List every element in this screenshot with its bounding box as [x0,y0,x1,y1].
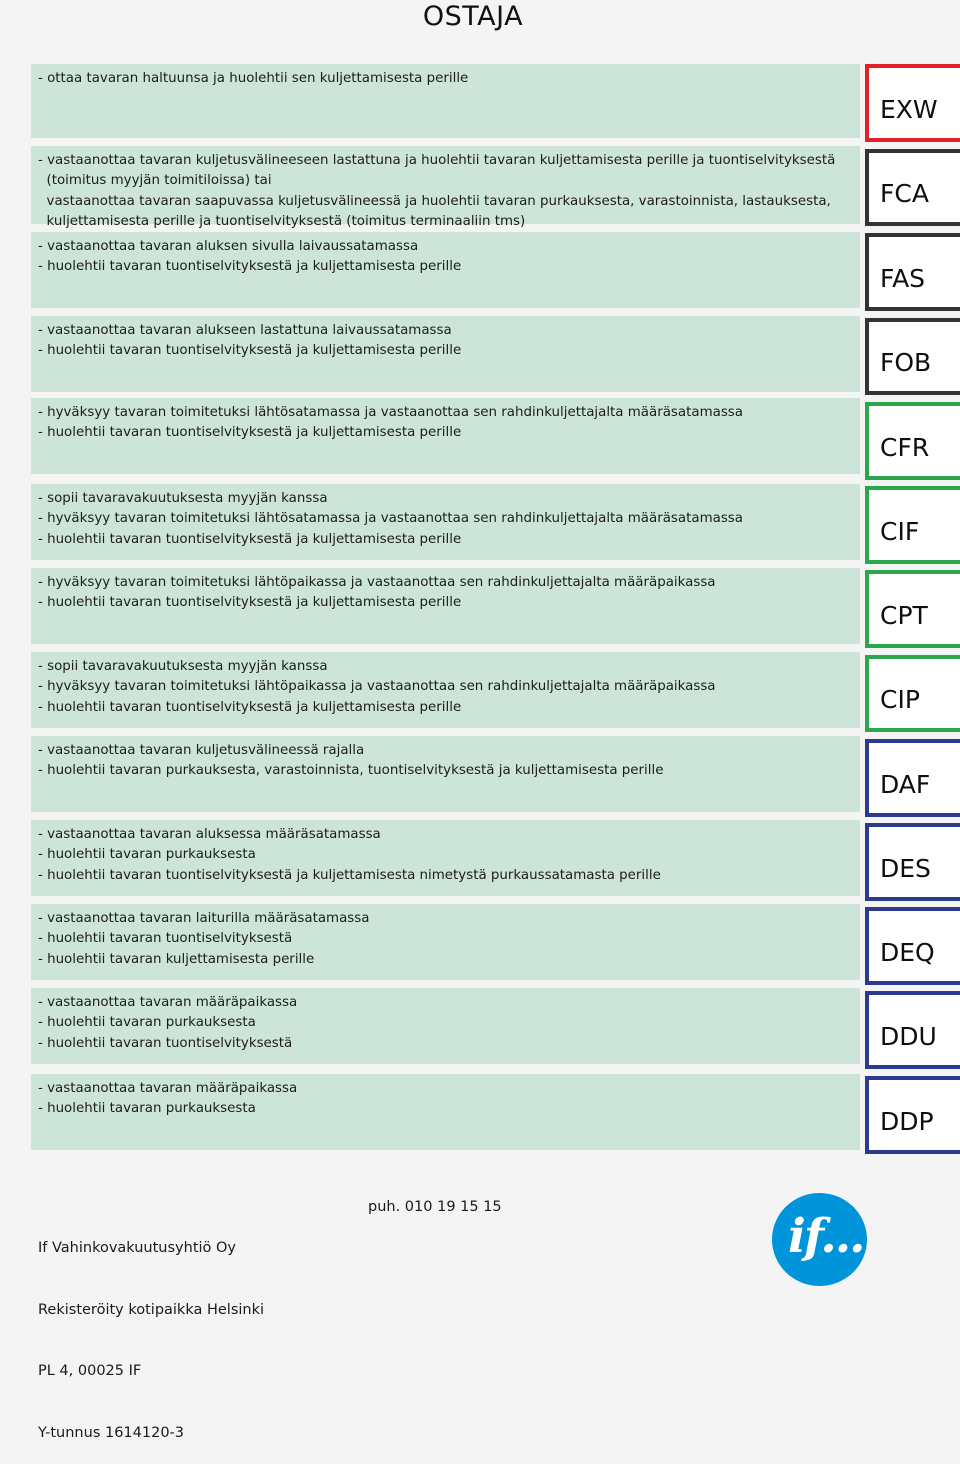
incoterm-code-box [865,739,960,817]
description-line: - hyväksyy tavaran toimitetuksi lähtösatamassa ja vastaanottaa sen rahdinkuljettajalta määräsatamassa [38,511,743,527]
incoterm-code: DDU [880,1022,937,1051]
description-line: - vastaanottaa tavaran kuljetusvälineeseen lastattuna ja huolehtii tavaran kuljettamisesta perille ja tuontiselvityksestä [38,153,836,168]
table-row [31,568,860,644]
description-line: - huolehtii tavaran tuontiselvityksestä ja kuljettamisesta perille [38,343,462,359]
incoterm-code: FAS [880,264,926,293]
description-line: - hyväksyy tavaran toimitetuksi lähtösatamassa ja vastaanottaa sen rahdinkuljettajalta määräsatamassa [38,405,743,420]
incoterm-code-box [865,149,960,226]
description-line: - huolehtii tavaran kuljettamisesta perille [38,951,315,967]
description-line: vastaanottaa tavaran saapuvassa kuljetusvälineessä ja huolehtii tavaran purkauksesta, varastoinnista, lastauksesta, [38,193,831,209]
incoterm-code-box [865,655,960,732]
description-line: - vastaanottaa tavaran aluksen sivulla laivaussatamassa [38,239,419,254]
incoterm-code: CIF [880,517,920,546]
description-line: - ottaa tavaran haltuunsa ja huolehtii sen kuljettamisesta perille [38,71,469,86]
description-line: - vastaanottaa tavaran aluksessa määräsatamassa [38,827,381,842]
row-description [38,573,716,614]
table-row [31,232,860,308]
if-logo-icon [772,1193,867,1286]
description-line: - vastaanottaa tavaran kuljetusvälineessä rajalla [38,743,365,758]
incoterm-code: CFR [880,433,930,462]
table-row [31,988,860,1064]
table-row [31,398,860,474]
incoterm-code-box [865,991,960,1069]
description-line: - sopii tavaravakuutuksesta myyjän kanssa [38,659,328,674]
table-row [31,316,860,392]
incoterm-code-box [865,907,960,985]
incoterm-code: DAF [880,770,931,799]
description-line: - huolehtii tavaran tuontiselvityksestä ja kuljettamisesta perille [38,531,462,547]
table-row [31,64,860,138]
phone-number: puh. 010 19 15 15 [368,1199,502,1215]
description-line: - huolehtii tavaran purkauksesta, varastoinnista, tuontiselvityksestä ja kuljettamisesta perille [38,763,664,779]
description-line: kuljettamisesta perille ja tuontiselvityksestä (toimitus terminaaliin tms) [38,213,526,229]
table-row [31,484,860,560]
table-row [31,652,860,728]
description-line: - vastaanottaa tavaran laiturilla määräsatamassa [38,911,370,926]
incoterm-code: EXW [880,95,938,124]
description-line: - huolehtii tavaran tuontiselvityksestä ja kuljettamisesta perille [38,595,462,611]
description-line: - huolehtii tavaran tuontiselvityksestä ja kuljettamisesta nimetystä purkaussatamasta perille [38,867,661,883]
incoterm-code: CPT [880,601,928,630]
incoterm-code: FOB [880,348,932,377]
description-line: - huolehtii tavaran purkauksesta [38,1015,256,1031]
row-description [38,909,369,970]
incoterm-code: CIP [880,685,920,714]
incoterm-code-box [865,570,960,648]
description-line: - vastaanottaa tavaran määräpaikassa [38,995,298,1010]
row-description [38,403,743,444]
description-line: - vastaanottaa tavaran alukseen lastattuna laivaussatamassa [38,323,452,338]
incoterm-code-box [865,318,960,395]
row-description [38,741,663,782]
incoterm-code: DDP [880,1107,934,1136]
description-line: - huolehtii tavaran tuontiselvityksestä ja kuljettamisesta perille [38,259,462,275]
description-line: - huolehtii tavaran tuontiselvityksestä ja kuljettamisesta perille [38,699,462,715]
row-description [38,1079,297,1120]
description-line: - hyväksyy tavaran toimitetuksi lähtöpaikassa ja vastaanottaa sen rahdinkuljettajalta määräpaikassa [38,679,716,695]
incoterm-code: DES [880,854,931,883]
row-description [38,489,743,550]
incoterm-code: FCA [880,179,929,208]
row-description [38,69,468,89]
company-address [38,1197,264,1464]
description-line: - hyväksyy tavaran toimitetuksi lähtöpaikassa ja vastaanottaa sen rahdinkuljettajalta määräpaikassa [38,575,716,590]
description-line: - sopii tavaravakuutuksesta myyjän kanssa [38,491,328,506]
page-title: OSTAJA [422,1,524,32]
incoterm-code-box [865,1076,960,1154]
table-row [31,736,860,812]
incoterm-code-box [865,233,960,311]
description-line: - huolehtii tavaran tuontiselvityksestä [38,1035,293,1051]
row-description [38,993,297,1054]
incoterm-code-box [865,486,960,564]
incoterm-code: DEQ [880,938,935,967]
row-description [38,321,461,362]
description-line: - huolehtii tavaran tuontiselvityksestä [38,931,293,947]
row-description [38,657,716,718]
row-description [38,151,835,232]
address-line: Rekisteröity kotipaikka Helsinki [38,1301,265,1318]
address-line: Y-tunnus 1614120-3 [38,1424,185,1441]
description-line: - huolehtii tavaran purkauksesta [38,847,256,863]
description-line: (toimitus myyjän toimitiloissa) tai [38,173,272,189]
address-line: PL 4, 00025 IF [38,1363,142,1379]
table-row [31,904,860,980]
incoterm-code-box [865,823,960,901]
description-line: - huolehtii tavaran purkauksesta [38,1101,256,1117]
incoterm-code-box [865,402,960,480]
table-row [31,1074,860,1150]
table-row [31,146,860,229]
table-row [31,820,860,896]
row-description [38,825,661,886]
row-description [38,237,461,278]
description-line: - huolehtii tavaran tuontiselvityksestä ja kuljettamisesta perille [38,425,462,441]
description-line: - vastaanottaa tavaran määräpaikassa [38,1081,298,1096]
incoterm-code-box [865,64,960,142]
address-line: If Vahinkovakuutusyhtiö Oy [38,1240,237,1256]
logo-text: if... [788,1209,864,1264]
